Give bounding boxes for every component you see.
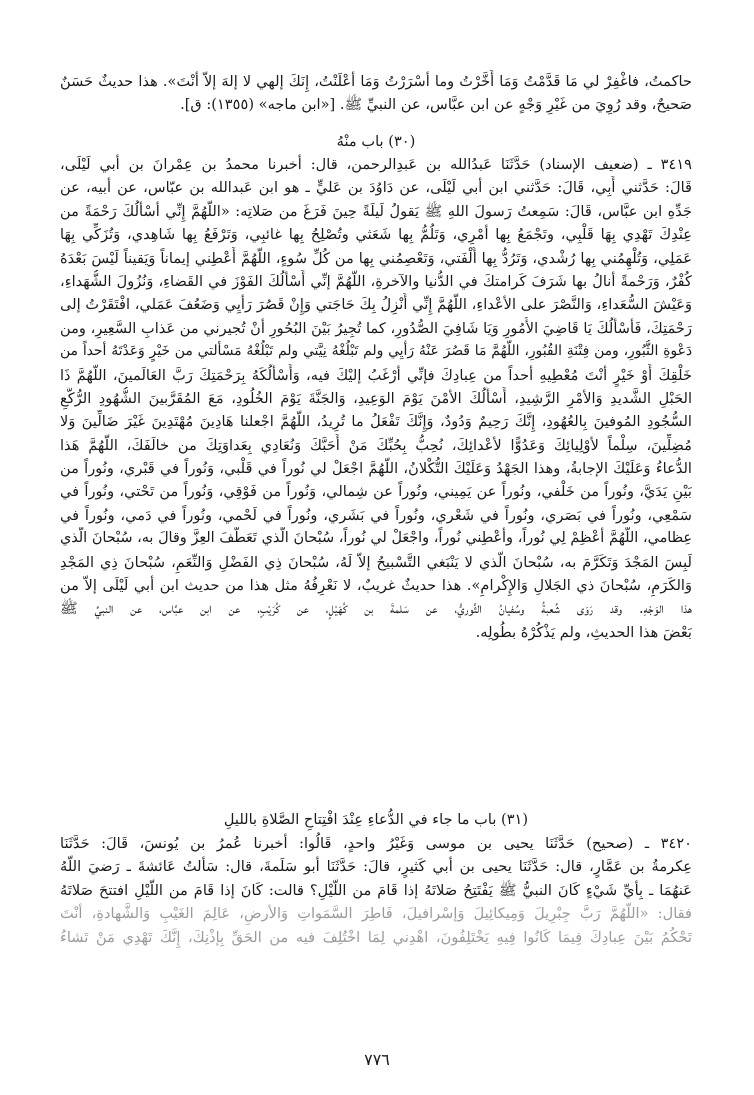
text-line: ٣٤١٩ ـ (ضعيف الإسناد) حَدَّثَنَا عَبدُالله بن عَبدِالرحمن، قال: أخبرنا محمدُ بن عِمْرانَ بن أبي لَيْلَى، — [60, 156, 692, 173]
text-line: وَالكَرَمِ، سُبْحانَ ذي الجَلالِ وَالإِكْرامِ». هذا حديثٌ غريبٌ، لا نَعْرِفُهُ مثل هذا من حديث ابن أبي لَيْلَى إلاّ من — [60, 577, 692, 595]
text-line: عَمَلِي، وَتُلْهِمُني بِها رُشْدي، وَتَرُدُّ بِها أُلْفَتي، وَتَعْصِمُني بِها من كُلِّ سُوءٍ، اللَّهُمَّ أَعْطِني إيماناً وَيَقيناً لَيْسَ بَعْدَهُ — [60, 249, 692, 267]
page-number: ٧٧٦ — [364, 1050, 390, 1069]
text-line: جَدِّهِ ابن عبَّاس، قَالَ: سَمِعتُ رَسولَ اللهِ ﷺ يَقولُ لَيلَةً حِينَ فَرَغَ من صَلاتِه: «اللَّهُمَّ إِنِّي أسْألُكَ رَحْمَةً من — [60, 202, 692, 220]
chapter-heading-text: (٣٠) باب منْهُ — [336, 133, 416, 150]
hadith-3419 — [60, 153, 692, 644]
text-line: الحَبْلِ الشَّديدِ وَالأمْرِ الرَّشِيدِ، أَسْأَلُكَ الأمْنَ يَوْمَ الوَعِيدِ، وَالجَنَّةَ يَوْمَ الخُلُودِ، مَعَ المُقَرَّبينَ الشُّهُودِ الرُّكَّعِ — [60, 389, 692, 407]
text-line: مُضِلِّينَ، سِلْماً لأوْلِيائِكَ وَعَدُوًّا لأعْدائِكَ، نُحِبُّ بِحُبِّكَ مَنْ أَحَبَّكَ وَنُعَادِي بِعَداوَتِكَ من خالَفَكَ، اللَّهُمَّ هَذا — [60, 436, 692, 454]
text-line: هذا الوَجْهِ. وقد رَوَى شُعبةُ وسُفيانُ الثَّوريُّ، عن سَلمةَ بن كُهَيْلٍ، عن كُرَيْبٍ، عن ابن عبَّاس، عن النبيِّ ﷺ — [60, 600, 692, 618]
text-line: بَعْضَ هذا الحديثِ، ولم يَذْكُرْهُ بطُولِه. — [475, 623, 692, 641]
text-line: قَالَ: حَدَّثني أَبِي، قَالَ: حَدَّثني ابن أبي لَيْلَى، عن دَاوُدَ بن عَليٍّ ـ هو ابن عَبدالله بن عبّاس، عن أبيه، عن — [60, 179, 692, 197]
chapter-heading — [60, 808, 692, 831]
text-line: السُّجُودِ المُوفينَ بِالعُهُودِ، إِنَّكَ رَحِيمٌ وَدُودٌ، وَإِنَّكَ تَفْعَلُ ما تُرِيدُ، اللَّهُمَّ اجْعلنا هَادِينَ مُهْتَدِينَ غَيْرَ ضَالِّينَ وَلا — [60, 413, 692, 431]
text-line: سَمْعِي، ونُوراً في بَصَري، ونُوراً في شَعْري، ونُوراً في بَشَري، ونُوراً في لَحْمي، ونُوراً في دَمي، ونُوراً في — [60, 506, 692, 524]
text-line: صَحيحٌ، وقد رُوِيَ من غَيْرِ وَجْهٍ عن ابن عبَّاس، عن النبيِّ ﷺ. [«ابن ماجه» (١٣٥٥): ق]. — [180, 96, 692, 114]
chapter-heading-text: (٣١) باب ما جاء في الدُّعاءِ عِنْدَ افْتِتاحِ الصَّلاةِ بالليلِ — [223, 811, 529, 828]
text-line: لَبِسَ المَجْدَ وَتَكَرَّمَ به، سُبْحانَ الَّذي لا يَنْبَغي التَّسْبيحُ إلاّ لَهُ، سُبْحانَ ذِي الفَضْلِ وَالنِّعَمِ، سُبْحانَ ذِي المَجْدِ — [60, 553, 692, 571]
hadith-3420 — [60, 832, 692, 949]
text-line: ٣٤٢٠ ـ (صحيح) حَدَّثَنَا يحيى بن موسى وَغَيْرُ واحدٍ، قَالُوا: أخبرنا عُمرُ بن يُونسَ، قَالَ: حَدَّثَنَا — [60, 835, 692, 852]
text-line: وَعَيْشَ السُّعَداءِ، وَالنَّصْرَ على الأعْداءِ، اللَّهُمَّ إِنِّي أُنْزِلُ بِكَ حَاجَتي وَإِنْ قَصُرَ رَأيِي وَضَعُفَ عَمَلي، افْتَقَرْتُ إلى — [60, 296, 692, 314]
text-line: خَلْقِكَ أَوْ خَيْرٍ أنْتَ مُعْطِيهِ أحداً من عِبادِكَ فإنِّي أرْغَبُ إليْكَ فيه، وَأَسْأَلُكَهُ بِرَحْمَتِكَ رَبَّ العَالَمينَ، اللَّهُمَّ ذَا — [60, 366, 692, 384]
text-line: عَنهُمَا ـ بِأيِّ شَيْءٍ كَانَ النبيُّ ﷺ يَفْتَتِحُ صَلاتَهُ إذا قَامَ من اللَّيْلِ؟ قالت: كَانَ إذا قَامَ من اللَّيْلِ افتتحَ صَلاتَهُ — [60, 881, 692, 899]
text-line: بَيْنِ يَدَيَّ، ونُوراً من خَلْفي، ونُوراً عن يَمِيني، ونُوراً عن شِمالي، وَنُوراً من فَوْقِي، وَنُوراً من تَحْتي، ونُوراً في — [60, 483, 692, 501]
text-line: رَحْمَتِكَ، فَأسْأَلُكَ يَا قَاضِيَ الأُمُورِ وَيَا شَافِيَ الصُّدُورِ، كما تُجِيرُ بَيْنَ البُحُورِ أنْ تُجيرني من عَذابِ السَّعِيرِ، ومن — [60, 319, 692, 337]
text-line: الدُّعاءُ وَعَلَيْكَ الإجابةُ، وهذا الجَهْدُ وَعَلَيْكَ التُّكْلانُ، اللَّهُمَّ اجْعَلْ لي نُوراً في قَلْبي، وَنُوراً في قَبْري، ونُوراً من — [60, 460, 692, 478]
faded-text-line: تَحْكُمُ بَيْنَ عِبادِكَ فِيمَا كَانُوا فِيهِ يَخْتَلِفُونَ، اهْدِني لِمَا اخْتُلِفَ فيه من الحَقِّ بِإذْنِكَ، إِنَّكَ تَهْدِي مَنْ تَشاءُ — [60, 928, 692, 946]
continuation-paragraph — [60, 70, 692, 117]
text-line: عِظامي، اللَّهُمَّ أعْظِمْ لِي نُوراً، وأعْطِني نُوراً، واجْعَلْ لي نُوراً، سُبْحانَ الَّذي تَعَطَّفَ العِزَّ وقالَ به، سُبْحانَ الَّذي — [60, 530, 692, 547]
text-line: كُفْرٌ، وَرَحْمةً أنالُ بها شَرَفَ كَرامتكَ في الدُّنيا والآخرةِ، اللَّهُمَّ إنِّي أَسْأَلُكَ الفَوْزَ في القَضاءِ، وَنُزُولَ الشُّهَداءِ، — [60, 272, 692, 290]
text-line: عِكرمةُ بن عَمَّارٍ، قال: حَدَّثَنَا يحيى بن أبي كَثيرٍ، قالَ: حَدَّثَنَا أبو سَلَمةَ، قال: سَألتُ عَائشةَ ـ رَضيَ اللَّهُ — [60, 858, 692, 876]
text-line: حاكمتُ، فاغْفِرْ لي مَا قَدَّمْتُ وَمَا أَخَّرْتُ وما أسْرَرْتُ وَمَا أعْلَنْتُ، إِنَكَ إلهي لا إلهَ إلاّ أنْتَ». هذا حديثٌ حَسَنٌ — [60, 73, 692, 90]
text-line: عِنْدِكَ تَهْدِي بِهَا قَلْبِي، وتَجْمَعُ بِها أمْرِي، وَتَلُمُّ بِها شَعَثي وتُصْلِحُ بِها غائبِي، وَتَرْفَعُ بِها شَاهِدي، وَتُزَكِّي بِهَا — [60, 226, 692, 244]
text-line: دَعْوةِ الثُّبُورِ، ومن فِتْنَةِ القُبُورِ، اللَّهُمَّ مَا قَصُرَ عَنْهُ رَأْيِي ولم تَبْلُغْهُ نِيَّتي ولم تَبْلُغْهُ مَسْألتي من خَيْرٍ وَعَدْتَهُ أحداً من — [60, 343, 692, 360]
chapter-heading — [60, 130, 692, 153]
faded-text-line: فقال: «اللَّهُمَّ رَبَّ جِبْرِيلَ وَمِيكائِيلَ وَإسْرافيلَ، فَاطِرَ السَّمَواتِ وَالأرضِ، عَالِمَ الغَيْبِ وَالشَّهادةِ، أنْتَ — [60, 905, 692, 923]
